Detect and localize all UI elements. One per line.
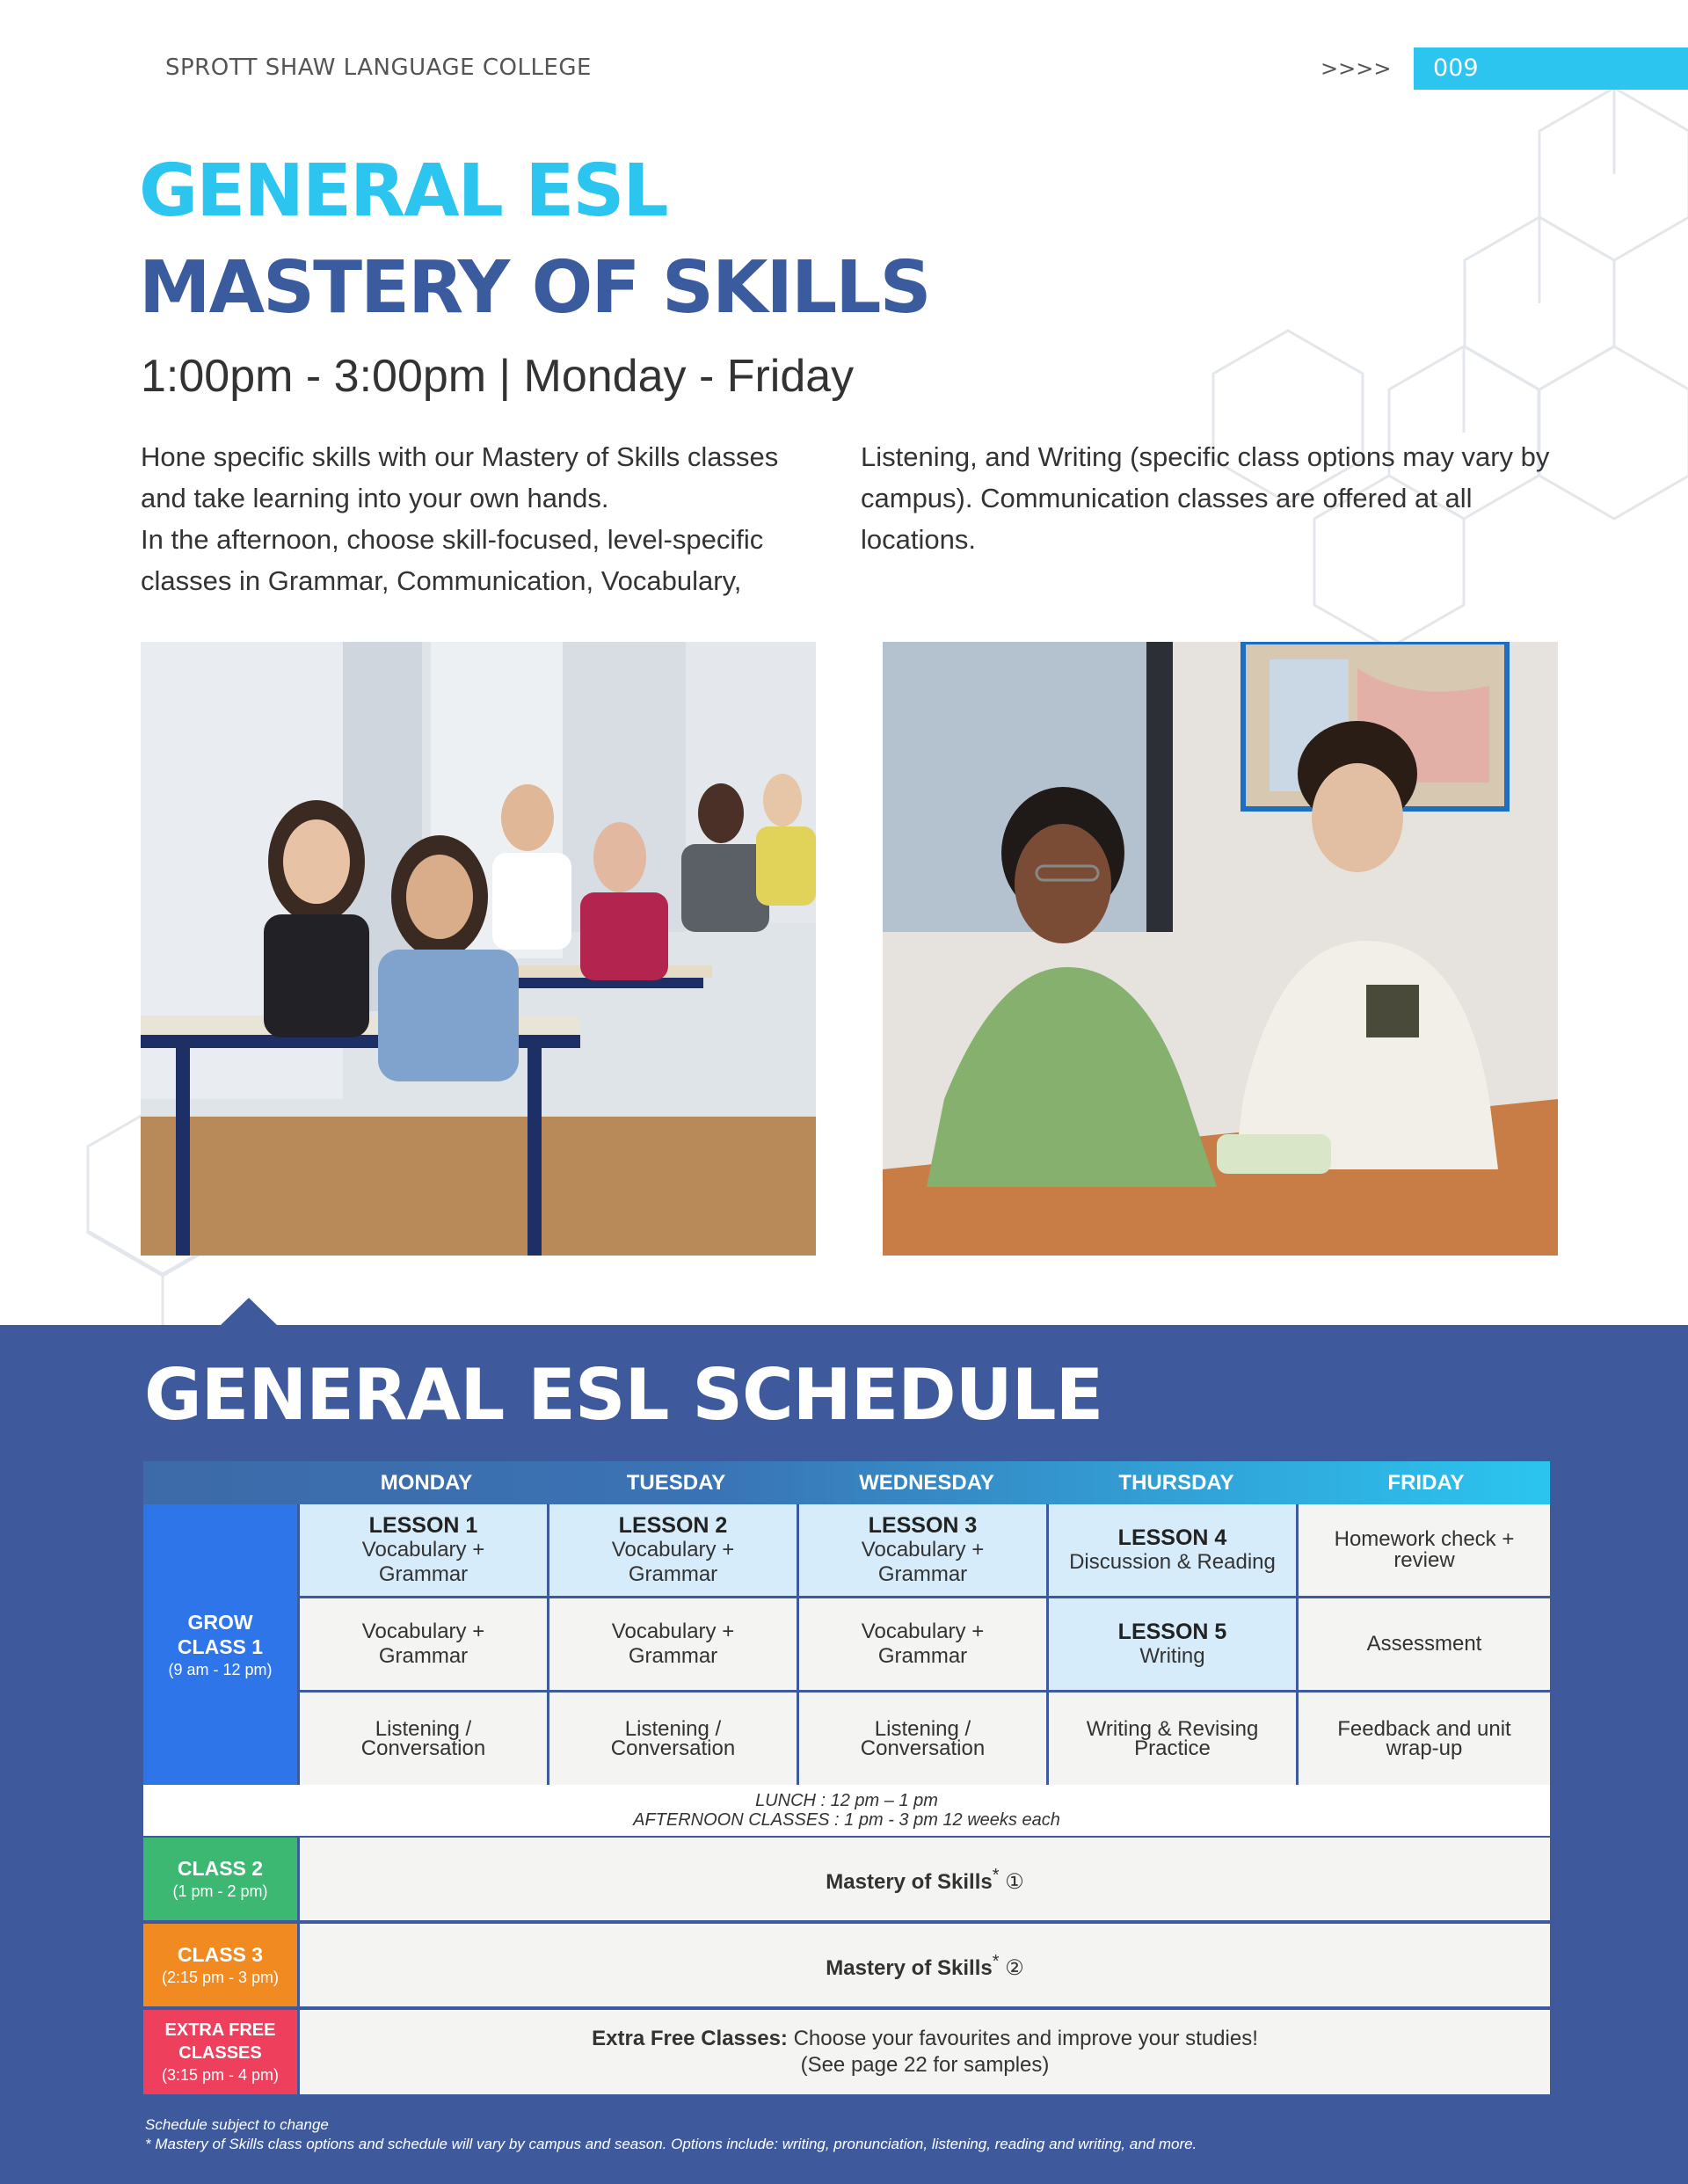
class3-line <box>826 1948 1023 1982</box>
lesson-topic: Listening / Conversation <box>860 1716 986 1760</box>
lesson-label: LESSON 2 <box>618 1513 728 1538</box>
circled-number-one-icon: ① <box>1005 1870 1024 1894</box>
footnotes <box>145 2115 1197 2154</box>
class-time: 1:00pm - 3:00pm | Monday - Friday <box>141 351 855 402</box>
lesson-topic: Listening / Conversation <box>610 1716 736 1760</box>
footnote-mastery-options: * Mastery of Skills class options and schedule will vary by campus and season. Options include: writing, pronunciation, listening, reading and writing, and more. <box>145 2136 1197 2152</box>
cell-mon-r1 <box>300 1504 547 1596</box>
asterisk-marker: * <box>992 1952 1000 1971</box>
two-students-photo <box>883 642 1558 1256</box>
extra-classes-line2: (See page 22 for samples) <box>800 2053 1050 2077</box>
brand-name: SPROTT SHAW LANGUAGE COLLEGE <box>165 55 592 81</box>
cell-tue-r3 <box>549 1693 797 1785</box>
cell-mon-r2 <box>300 1598 547 1690</box>
day-wednesday: WEDNESDAY <box>859 1471 994 1495</box>
cell-mon-r3 <box>300 1693 547 1785</box>
page-number-tab <box>1414 47 1688 90</box>
class3-time: (2:15 pm - 3 pm) <box>161 1969 280 1986</box>
grow-class-label <box>143 1504 297 1785</box>
mastery-of-skills-label: Mastery of Skills <box>826 1870 993 1894</box>
intro-left-paragraph-2: In the afternoon, choose skill-focused, level-specific classes in Grammar, Communication, Vocabulary, <box>141 524 764 596</box>
class2-time: (1 pm - 2 pm) <box>172 1882 268 1900</box>
cell-wed-r3 <box>799 1693 1046 1785</box>
students-photo-illustration <box>883 642 1558 1256</box>
lesson-topic: Feedback and unit wrap-up <box>1337 1716 1511 1760</box>
cell-wed-r1 <box>799 1504 1046 1596</box>
lesson-topic: Writing & Revising Practice <box>1086 1716 1259 1760</box>
extra-classes-name: EXTRA FREE CLASSES <box>164 2020 276 2063</box>
intro-left-paragraph-1: Hone specific skills with our Mastery of Skills classes and take learning into your own hands. <box>141 441 779 513</box>
footnote-schedule-change: Schedule subject to change <box>145 2116 329 2133</box>
class3-name: CLASS 3 <box>177 1943 264 1966</box>
cell-tue-r2 <box>549 1598 797 1690</box>
cell-thu-r3 <box>1049 1693 1296 1785</box>
classroom-photo-illustration <box>141 642 816 1256</box>
cell-fri-r3 <box>1299 1693 1550 1785</box>
class2-content <box>300 1838 1550 1920</box>
cell-tue-r1 <box>549 1504 797 1596</box>
lesson-topic: Discussion & Reading <box>1069 1550 1276 1574</box>
lesson-topic: Assessment <box>1366 1632 1482 1656</box>
day-monday: MONDAY <box>380 1471 473 1495</box>
cell-fri-r1 <box>1299 1504 1550 1596</box>
day-header-row <box>143 1461 1550 1504</box>
lesson-label: LESSON 5 <box>1117 1620 1227 1644</box>
extra-classes-line1 <box>592 2026 1258 2052</box>
class2-name: CLASS 2 <box>177 1857 264 1880</box>
day-tuesday: TUESDAY <box>626 1471 726 1495</box>
lesson-label: LESSON 4 <box>1117 1525 1227 1550</box>
day-friday: FRIDAY <box>1387 1471 1465 1495</box>
lunch-text: LUNCH : 12 pm – 1 pm <box>755 1791 938 1810</box>
classroom-students-photo <box>141 642 816 1256</box>
lesson-topic: Vocabulary + Grammar <box>611 1538 735 1586</box>
schedule-notch <box>220 1298 278 1326</box>
class2-line <box>826 1862 1023 1896</box>
lesson-topic: Vocabulary + Grammar <box>611 1620 735 1668</box>
extra-classes-label <box>143 2010 297 2094</box>
grow-class-time: (9 am - 12 pm) <box>168 1660 273 1678</box>
afternoon-classes-text: AFTERNOON CLASSES : 1 pm - 3 pm 12 weeks each <box>633 1810 1060 1830</box>
lesson-topic: Vocabulary + Grammar <box>861 1538 985 1586</box>
cell-thu-r1 <box>1049 1504 1296 1596</box>
grow-class-name: GROW CLASS 1 <box>177 1610 264 1658</box>
cell-fri-r2 <box>1299 1598 1550 1690</box>
lesson-topic: Vocabulary + Grammar <box>861 1620 985 1668</box>
cell-thu-r2 <box>1049 1598 1296 1690</box>
lesson-topic: Homework check + review <box>1334 1527 1515 1572</box>
extra-classes-content <box>300 2010 1550 2094</box>
lesson-label: LESSON 1 <box>368 1513 478 1538</box>
mastery-of-skills-label: Mastery of Skills <box>826 1956 993 1980</box>
asterisk-marker: * <box>992 1866 1000 1885</box>
cell-wed-r2 <box>799 1598 1046 1690</box>
intro-left <box>141 436 826 601</box>
circled-number-two-icon: ② <box>1005 1956 1024 1980</box>
lesson-label: LESSON 3 <box>868 1513 978 1538</box>
intro-right: Listening, and Writing (specific class options may vary by campus). Communication classes are offered at all locations. <box>861 441 1550 555</box>
lunch-row <box>143 1785 1550 1836</box>
lesson-topic: Vocabulary + Grammar <box>361 1538 485 1586</box>
extra-classes-bold: Extra Free Classes: <box>592 2027 788 2050</box>
extra-classes-description: Choose your favourites and improve your studies! <box>787 2027 1258 2050</box>
lesson-topic: Writing <box>1139 1644 1205 1668</box>
lesson-topic: Vocabulary + Grammar <box>361 1620 485 1668</box>
title-mastery-of-skills: MASTERY OF SKILLS <box>139 246 930 330</box>
arrows-marker: >>>> <box>1321 56 1392 81</box>
title-general-esl: GENERAL ESL <box>139 149 667 233</box>
extra-classes-time: (3:15 pm - 4 pm) <box>161 2066 280 2084</box>
lesson-topic: Listening / Conversation <box>360 1716 486 1760</box>
day-thursday: THURSDAY <box>1118 1471 1234 1495</box>
class3-content <box>300 1924 1550 2006</box>
class3-label <box>143 1924 297 2006</box>
page-number: 009 <box>1433 55 1479 82</box>
class2-label <box>143 1838 297 1920</box>
schedule-title: GENERAL ESL SCHEDULE <box>144 1354 1103 1436</box>
